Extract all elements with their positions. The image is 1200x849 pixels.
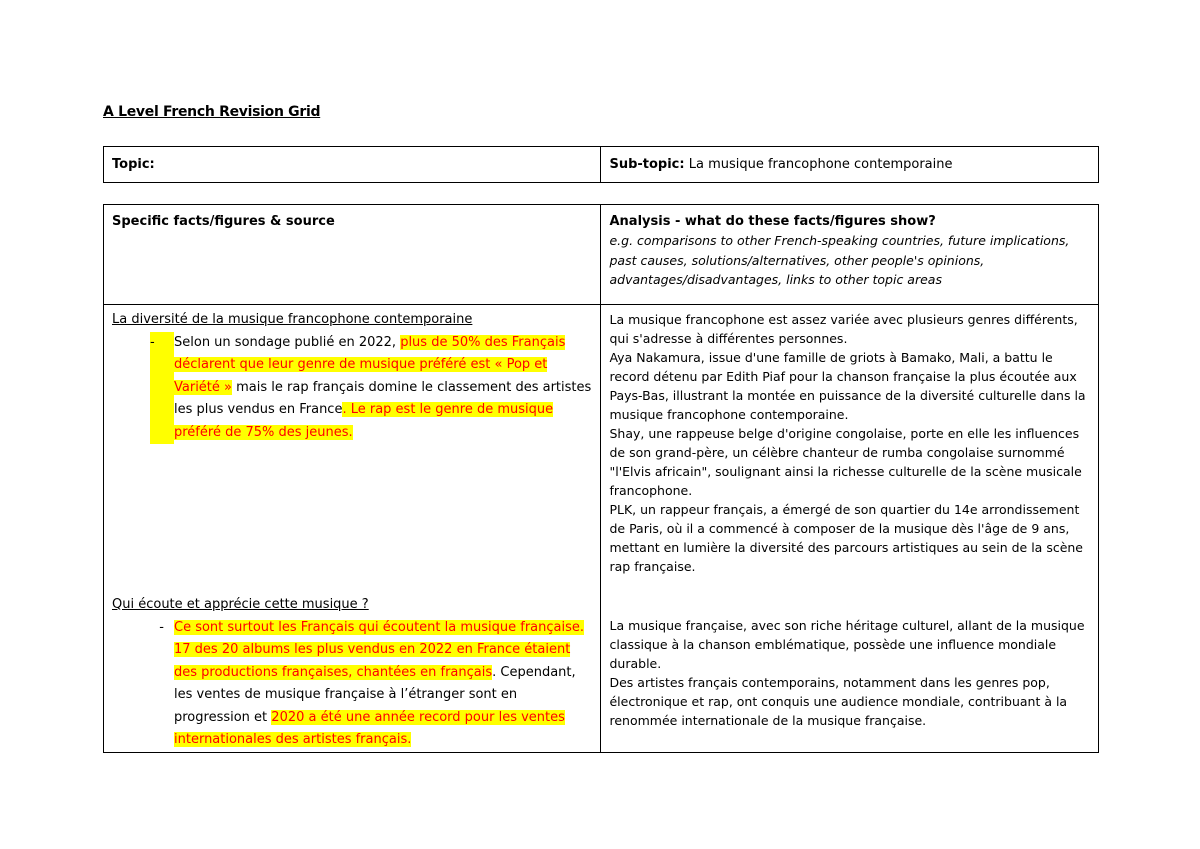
section1-bullet <box>112 332 592 445</box>
bullet-text <box>174 617 592 752</box>
topic-label: Topic: <box>112 157 155 172</box>
section1-text-b: mais le rap français domine le classement des artistes les plus vendus en France <box>174 379 592 417</box>
analysis-content-cell <box>601 305 1099 753</box>
section1-text-a: Selon un sondage publié en 2022, <box>174 334 401 350</box>
content-row <box>104 305 1099 753</box>
subtopic-value: La musique francophone contemporaine <box>688 157 953 172</box>
section2-highlight-a: Ce sont surtout les Français qui écoutent la musique française. 17 des 20 albums les plus vendus en 2022 en France étaient des productions françaises, chantées en français <box>174 619 585 680</box>
facts-header-cell <box>104 205 601 305</box>
analysis-header-cell <box>601 205 1099 305</box>
document-title: A Level French Revision Grid <box>103 104 321 120</box>
topic-table <box>103 146 1099 183</box>
analysis-paragraph: La musique française, avec son riche héritage culturel, allant de la musique classique à la chanson emblématique, possède une influence mondiale durable. <box>609 618 1085 671</box>
header-row <box>104 205 1099 305</box>
section1-highlight-b: . Le rap est le genre de musique préféré de 75% des jeunes. <box>174 402 554 440</box>
analysis-paragraph: Shay, une rappeuse belge d'origine congolaise, porte en elle les influences de son grand-père, un célèbre chanteur de rumba congolaise surnommé "l'Elvis africain", soulignant ainsi la richesse culturelle de la scène musicale francophone. <box>609 426 1082 498</box>
analysis-paragraph: PLK, un rappeur français, a émergé de son quartier du 14e arrondissement de Paris, où il a commencé à composer de la musique dès l'âge de 9 ans, mettant en lumière la diversité des parcours artistiques au sein de la scène rap française. <box>609 502 1084 574</box>
analysis-paragraph: Aya Nakamura, issue d'une famille de griots à Bamako, Mali, a battu le record détenu par Edith Piaf pour la chanson française la plus écoutée aux Pays-Bas, illustrant la montée en puissance de la diversité culturelle dans la musique francophone contemporaine. <box>609 350 1086 422</box>
section2-text-a: . Cependant, les ventes de musique française à l’étranger sont en progression et <box>174 664 576 725</box>
section2-bullet <box>112 617 592 752</box>
facts-content-cell <box>104 305 601 753</box>
topic-cell <box>104 147 601 183</box>
analysis-header-title: Analysis - what do these facts/figures show? <box>609 214 936 229</box>
analysis-header-note: e.g. comparisons to other French-speaking countries, future implications, past causes, solutions/alternatives, other people's opinions, advantages/disadvantages, links to other topic areas <box>609 233 1070 287</box>
section2-highlight-b: 2020 a été une année record pour les ventes internationales des artistes français. <box>174 709 565 747</box>
bullet-dash: - <box>150 332 174 445</box>
bullet-text <box>174 332 592 445</box>
facts-header-title: Specific facts/figures & source <box>112 214 335 229</box>
revision-grid-table <box>103 204 1099 753</box>
section2-heading: Qui écoute et apprécie cette musique ? <box>112 597 369 612</box>
section1-highlight-a: plus de 50% des Français déclarent que leur genre de musique préféré est « Pop et Variété » <box>174 334 566 395</box>
analysis-paragraph: Des artistes français contemporains, notamment dans les genres pop, électronique et rap, ont conquis une audience mondiale, contribuant à la renommée internationale de la musique française. <box>609 675 1068 728</box>
bullet-dash: - <box>159 619 164 635</box>
analysis-paragraph: La musique francophone est assez variée avec plusieurs genres différents, qui s'adresse à différentes personnes. <box>609 312 1078 346</box>
subtopic-cell <box>601 147 1099 183</box>
subtopic-label: Sub-topic: <box>609 157 685 172</box>
section1-heading: La diversité de la musique francophone contemporaine <box>112 312 473 327</box>
